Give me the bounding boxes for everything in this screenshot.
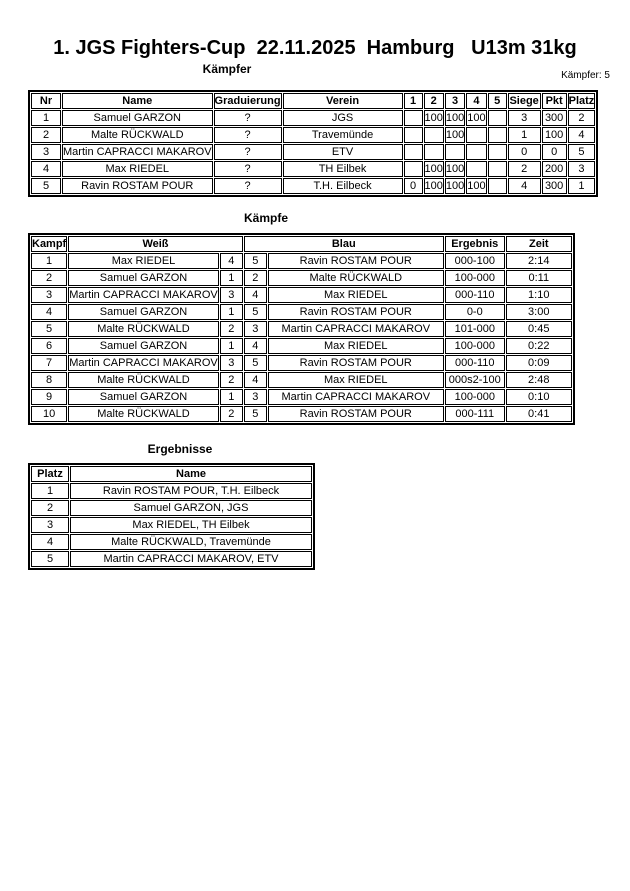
match-weiss-nr: 1: [220, 389, 243, 405]
match-weiss-nr: 2: [220, 372, 243, 388]
fighter-row: [31, 110, 595, 126]
match-zeit: 2:14: [506, 253, 572, 269]
page-title: 1. JGS Fighters-Cup 22.11.2025 Hamburg U13m 31kg: [53, 37, 577, 59]
col-header-round-2: 2: [424, 93, 444, 109]
fighter-round-score: [488, 178, 507, 194]
fighter-pkt: 100: [542, 127, 567, 143]
match-row: [31, 321, 572, 337]
col-header-round-3: 3: [445, 93, 465, 109]
match-weiss-name: Malte RÜCKWALD: [68, 372, 219, 388]
col-header-zeit: Zeit: [506, 236, 572, 252]
fighter-verein: JGS: [283, 110, 403, 126]
fighter-round-score: 100: [424, 110, 444, 126]
fighter-name: Martin CAPRACCI MAKAROV: [62, 144, 213, 160]
match-nr: 5: [31, 321, 67, 337]
fighter-graduierung: ?: [214, 110, 282, 126]
fighter-round-score: [424, 127, 444, 143]
match-blau-name: Martin CAPRACCI MAKAROV: [268, 321, 444, 337]
fighter-round-score: [424, 144, 444, 160]
fighter-name: Malte RÜCKWALD: [62, 127, 213, 143]
result-row: [31, 483, 312, 499]
match-zeit: 3:00: [506, 304, 572, 320]
match-weiss-nr: 4: [220, 253, 243, 269]
section-title-ergebnisse: Ergebnisse: [147, 442, 213, 456]
fighter-round-score: [466, 161, 486, 177]
fighter-siege: 4: [508, 178, 541, 194]
match-blau-nr: 5: [244, 406, 267, 422]
match-weiss-nr: 1: [220, 304, 243, 320]
match-weiss-nr: 1: [220, 338, 243, 354]
col-header-ergebnis: Ergebnis: [445, 236, 505, 252]
fighter-pkt: 0: [542, 144, 567, 160]
ergebnisse-header-row: [31, 466, 312, 482]
match-row: [31, 270, 572, 286]
match-blau-nr: 4: [244, 338, 267, 354]
match-weiss-name: Martin CAPRACCI MAKAROV: [68, 287, 219, 303]
match-blau-name: Ravin ROSTAM POUR: [268, 355, 444, 371]
match-nr: 1: [31, 253, 67, 269]
match-zeit: 0:22: [506, 338, 572, 354]
match-zeit: 0:10: [506, 389, 572, 405]
match-row: [31, 389, 572, 405]
result-platz: 1: [31, 483, 69, 499]
fighter-platz: 1: [568, 178, 596, 194]
fighter-siege: 0: [508, 144, 541, 160]
match-blau-name: Malte RÜCKWALD: [268, 270, 444, 286]
result-row: [31, 551, 312, 567]
section-title-kaempfer: Kämpfer: [202, 62, 252, 76]
match-ergebnis: 000-100: [445, 253, 505, 269]
fighter-graduierung: ?: [214, 144, 282, 160]
fighter-round-score: [466, 127, 486, 143]
match-blau-name: Ravin ROSTAM POUR: [268, 304, 444, 320]
ergebnisse-table: [28, 463, 315, 570]
match-ergebnis: 101-000: [445, 321, 505, 337]
result-name: Max RIEDEL, TH Eilbek: [70, 517, 312, 533]
fighter-round-score: 100: [445, 178, 465, 194]
col-header-nr: Nr: [31, 93, 61, 109]
col-header-kampf: Kampf: [31, 236, 67, 252]
fighter-round-score: 100: [424, 178, 444, 194]
match-zeit: 0:09: [506, 355, 572, 371]
match-ergebnis: 000-110: [445, 287, 505, 303]
match-blau-nr: 4: [244, 287, 267, 303]
col-header-weiss: Weiß: [68, 236, 243, 252]
fighter-row: [31, 127, 595, 143]
match-ergebnis: 000-111: [445, 406, 505, 422]
match-row: [31, 355, 572, 371]
match-row: [31, 406, 572, 422]
fighter-verein: TH Eilbek: [283, 161, 403, 177]
fighter-platz: 4: [568, 127, 596, 143]
fighter-count-label: Kämpfer: 5: [561, 70, 610, 81]
fighter-round-score: [466, 144, 486, 160]
fighter-nr: 4: [31, 161, 61, 177]
result-row: [31, 500, 312, 516]
match-ergebnis: 0-0: [445, 304, 505, 320]
match-ergebnis: 100-000: [445, 338, 505, 354]
match-blau-name: Ravin ROSTAM POUR: [268, 253, 444, 269]
result-name: Ravin ROSTAM POUR, T.H. Eilbeck: [70, 483, 312, 499]
fighter-round-score: 100: [466, 178, 486, 194]
match-nr: 9: [31, 389, 67, 405]
fighter-round-score: [488, 144, 507, 160]
fighter-round-score: [488, 127, 507, 143]
match-ergebnis: 100-000: [445, 270, 505, 286]
fighter-siege: 1: [508, 127, 541, 143]
match-row: [31, 287, 572, 303]
fighter-nr: 3: [31, 144, 61, 160]
kaempfe-table: [28, 233, 575, 425]
fighter-round-score: [488, 161, 507, 177]
section-title-kaempfe: Kämpfe: [243, 211, 288, 225]
col-header-siege: Siege: [508, 93, 541, 109]
col-header-round-4: 4: [466, 93, 486, 109]
fighter-round-score: 100: [445, 161, 465, 177]
match-weiss-name: Samuel GARZON: [68, 304, 219, 320]
fighter-round-score: 100: [424, 161, 444, 177]
match-blau-name: Max RIEDEL: [268, 372, 444, 388]
match-weiss-nr: 1: [220, 270, 243, 286]
col-header-platz: Platz: [568, 93, 596, 109]
match-nr: 6: [31, 338, 67, 354]
fighter-pkt: 300: [542, 110, 567, 126]
fighter-round-score: 100: [466, 110, 486, 126]
match-nr: 2: [31, 270, 67, 286]
match-zeit: 1:10: [506, 287, 572, 303]
fighter-platz: 3: [568, 161, 596, 177]
match-weiss-name: Samuel GARZON: [68, 270, 219, 286]
match-nr: 7: [31, 355, 67, 371]
result-row: [31, 534, 312, 550]
match-weiss-nr: 3: [220, 287, 243, 303]
col-header-blau: Blau: [244, 236, 444, 252]
kaempfe-header-row: [31, 236, 572, 252]
col-header-platz: Platz: [31, 466, 69, 482]
fighter-pkt: 200: [542, 161, 567, 177]
fighter-pkt: 300: [542, 178, 567, 194]
fighter-platz: 5: [568, 144, 596, 160]
fighter-name: Samuel GARZON: [62, 110, 213, 126]
result-platz: 3: [31, 517, 69, 533]
fighter-round-score: [404, 110, 423, 126]
fighter-nr: 5: [31, 178, 61, 194]
fighter-round-score: [445, 144, 465, 160]
match-blau-nr: 3: [244, 321, 267, 337]
result-platz: 5: [31, 551, 69, 567]
match-weiss-name: Martin CAPRACCI MAKAROV: [68, 355, 219, 371]
col-header-name: Name: [70, 466, 312, 482]
col-header-name: Name: [62, 93, 213, 109]
col-header-round-5: 5: [488, 93, 507, 109]
fighter-siege: 2: [508, 161, 541, 177]
match-weiss-nr: 3: [220, 355, 243, 371]
col-header-verein: Verein: [283, 93, 403, 109]
match-blau-nr: 4: [244, 372, 267, 388]
fighter-round-score: 0: [404, 178, 423, 194]
match-zeit: 0:11: [506, 270, 572, 286]
fighter-nr: 2: [31, 127, 61, 143]
match-blau-name: Max RIEDEL: [268, 287, 444, 303]
match-zeit: 0:41: [506, 406, 572, 422]
fighter-nr: 1: [31, 110, 61, 126]
match-row: [31, 253, 572, 269]
fighter-row: [31, 178, 595, 194]
fighter-round-score: [404, 127, 423, 143]
fighter-graduierung: ?: [214, 178, 282, 194]
result-platz: 4: [31, 534, 69, 550]
match-row: [31, 304, 572, 320]
fighter-round-score: 100: [445, 127, 465, 143]
match-nr: 4: [31, 304, 67, 320]
match-zeit: 2:48: [506, 372, 572, 388]
match-row: [31, 338, 572, 354]
match-zeit: 0:45: [506, 321, 572, 337]
match-blau-nr: 5: [244, 304, 267, 320]
match-row: [31, 372, 572, 388]
match-ergebnis: 000-110: [445, 355, 505, 371]
match-blau-name: Martin CAPRACCI MAKAROV: [268, 389, 444, 405]
fighter-round-score: [404, 161, 423, 177]
match-blau-name: Ravin ROSTAM POUR: [268, 406, 444, 422]
match-weiss-nr: 2: [220, 321, 243, 337]
match-weiss-nr: 2: [220, 406, 243, 422]
result-row: [31, 517, 312, 533]
fighter-row: [31, 161, 595, 177]
match-ergebnis: 000s2-100: [445, 372, 505, 388]
result-name: Malte RÜCKWALD, Travemünde: [70, 534, 312, 550]
match-nr: 8: [31, 372, 67, 388]
fighter-siege: 3: [508, 110, 541, 126]
result-name: Martin CAPRACCI MAKAROV, ETV: [70, 551, 312, 567]
match-weiss-name: Samuel GARZON: [68, 389, 219, 405]
fighter-round-score: [404, 144, 423, 160]
fighter-round-score: [488, 110, 507, 126]
fighter-name: Max RIEDEL: [62, 161, 213, 177]
match-nr: 3: [31, 287, 67, 303]
col-header-round-1: 1: [404, 93, 423, 109]
fighter-round-score: 100: [445, 110, 465, 126]
fighter-graduierung: ?: [214, 127, 282, 143]
match-weiss-name: Max RIEDEL: [68, 253, 219, 269]
match-blau-name: Max RIEDEL: [268, 338, 444, 354]
match-weiss-name: Malte RÜCKWALD: [68, 321, 219, 337]
fighter-row: [31, 144, 595, 160]
match-nr: 10: [31, 406, 67, 422]
fighter-graduierung: ?: [214, 161, 282, 177]
match-blau-nr: 3: [244, 389, 267, 405]
match-blau-nr: 5: [244, 253, 267, 269]
fighter-verein: T.H. Eilbeck: [283, 178, 403, 194]
match-ergebnis: 100-000: [445, 389, 505, 405]
match-blau-nr: 2: [244, 270, 267, 286]
match-weiss-name: Samuel GARZON: [68, 338, 219, 354]
col-header-graduierung: Graduierung: [214, 93, 282, 109]
kaempfer-header-row: [31, 93, 595, 109]
match-weiss-name: Malte RÜCKWALD: [68, 406, 219, 422]
result-name: Samuel GARZON, JGS: [70, 500, 312, 516]
match-blau-nr: 5: [244, 355, 267, 371]
result-platz: 2: [31, 500, 69, 516]
kaempfer-table: [28, 90, 598, 197]
fighter-verein: ETV: [283, 144, 403, 160]
fighter-platz: 2: [568, 110, 596, 126]
fighter-verein: Travemünde: [283, 127, 403, 143]
col-header-pkt: Pkt: [542, 93, 567, 109]
fighter-name: Ravin ROSTAM POUR: [62, 178, 213, 194]
